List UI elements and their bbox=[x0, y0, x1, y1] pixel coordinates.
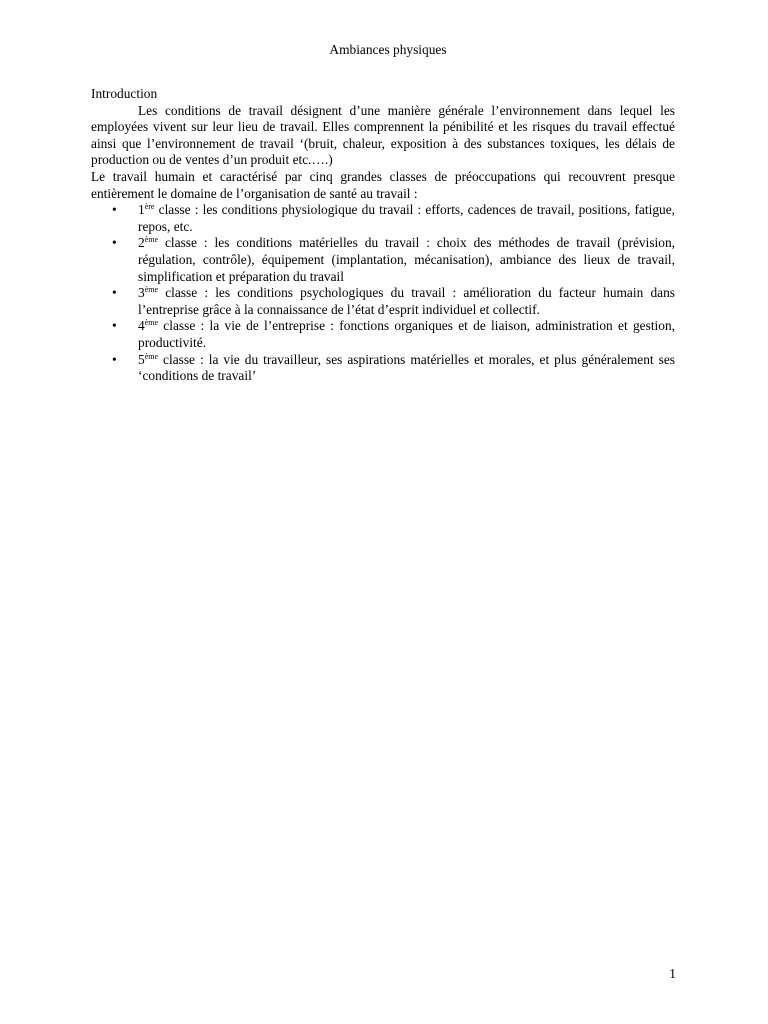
list-item bbox=[91, 202, 675, 235]
class-description: classe : la vie de l’entreprise : fonctions organiques et de liaison, administration et gestion, productivité. bbox=[138, 318, 675, 350]
list-item bbox=[91, 285, 675, 318]
class-ordinal-suffix: ème bbox=[144, 318, 159, 328]
classes-intro-paragraph: Le travail humain et caractérisé par cinq grandes classes de préoccupations qui recouvrent presque entièrement le domaine de l’organisation de santé au travail : bbox=[91, 168, 675, 201]
intro-paragraph: Les conditions de travail désignent d’une manière générale l’environnement dans lequel les employées vivent sur leur lieu de travail. Elles comprennent la pénibilité et les risques du travail effectué ainsi que l’environnement de travail ‘(bruit, chaleur, exposition à des substances toxiques, les délais de production ou de ventes d’un produit etc.….) bbox=[91, 102, 675, 168]
classes-list bbox=[91, 202, 675, 385]
bullet-icon: • bbox=[112, 285, 117, 301]
class-description: classe : la vie du travailleur, ses aspirations matérielles et morales, et plus généralement ses ‘conditions de travail’ bbox=[138, 351, 675, 384]
class-ordinal-suffix: ème bbox=[144, 285, 159, 295]
class-description: classe : les conditions physiologique du travail : efforts, cadences de travail, positions, fatigue, repos, etc. bbox=[138, 202, 675, 234]
class-number: 3 bbox=[138, 285, 145, 301]
bullet-icon: • bbox=[112, 351, 117, 367]
section-heading-introduction: Introduction bbox=[91, 86, 158, 101]
class-number: 4 bbox=[138, 318, 145, 334]
list-item bbox=[91, 318, 675, 351]
list-item bbox=[91, 352, 675, 385]
class-ordinal-suffix: ème bbox=[144, 235, 159, 245]
page-title: Ambiances physiques bbox=[329, 42, 447, 57]
class-ordinal-suffix: ère bbox=[144, 202, 155, 212]
class-description: classe : les conditions matérielles du travail : choix des méthodes de travail (prévision, régulation, contrôle), équipement (implantation, mécanisation), ambiance des lieux de travail, simplification et préparation du travail bbox=[138, 235, 675, 284]
page-number: 1 bbox=[669, 966, 676, 981]
class-ordinal-suffix: ème bbox=[144, 351, 159, 361]
class-number: 1 bbox=[138, 202, 145, 218]
document-body bbox=[91, 86, 675, 385]
list-item bbox=[91, 235, 675, 285]
class-number: 5 bbox=[138, 351, 145, 367]
bullet-icon: • bbox=[112, 235, 117, 251]
bullet-icon: • bbox=[112, 318, 117, 334]
class-description: classe : les conditions psychologiques du travail : amélioration du facteur humain dans l’entreprise grâce à la connaissance de l’état d’esprit individuel et collectif. bbox=[138, 285, 675, 317]
bullet-icon: • bbox=[112, 202, 117, 218]
class-number: 2 bbox=[138, 235, 145, 251]
